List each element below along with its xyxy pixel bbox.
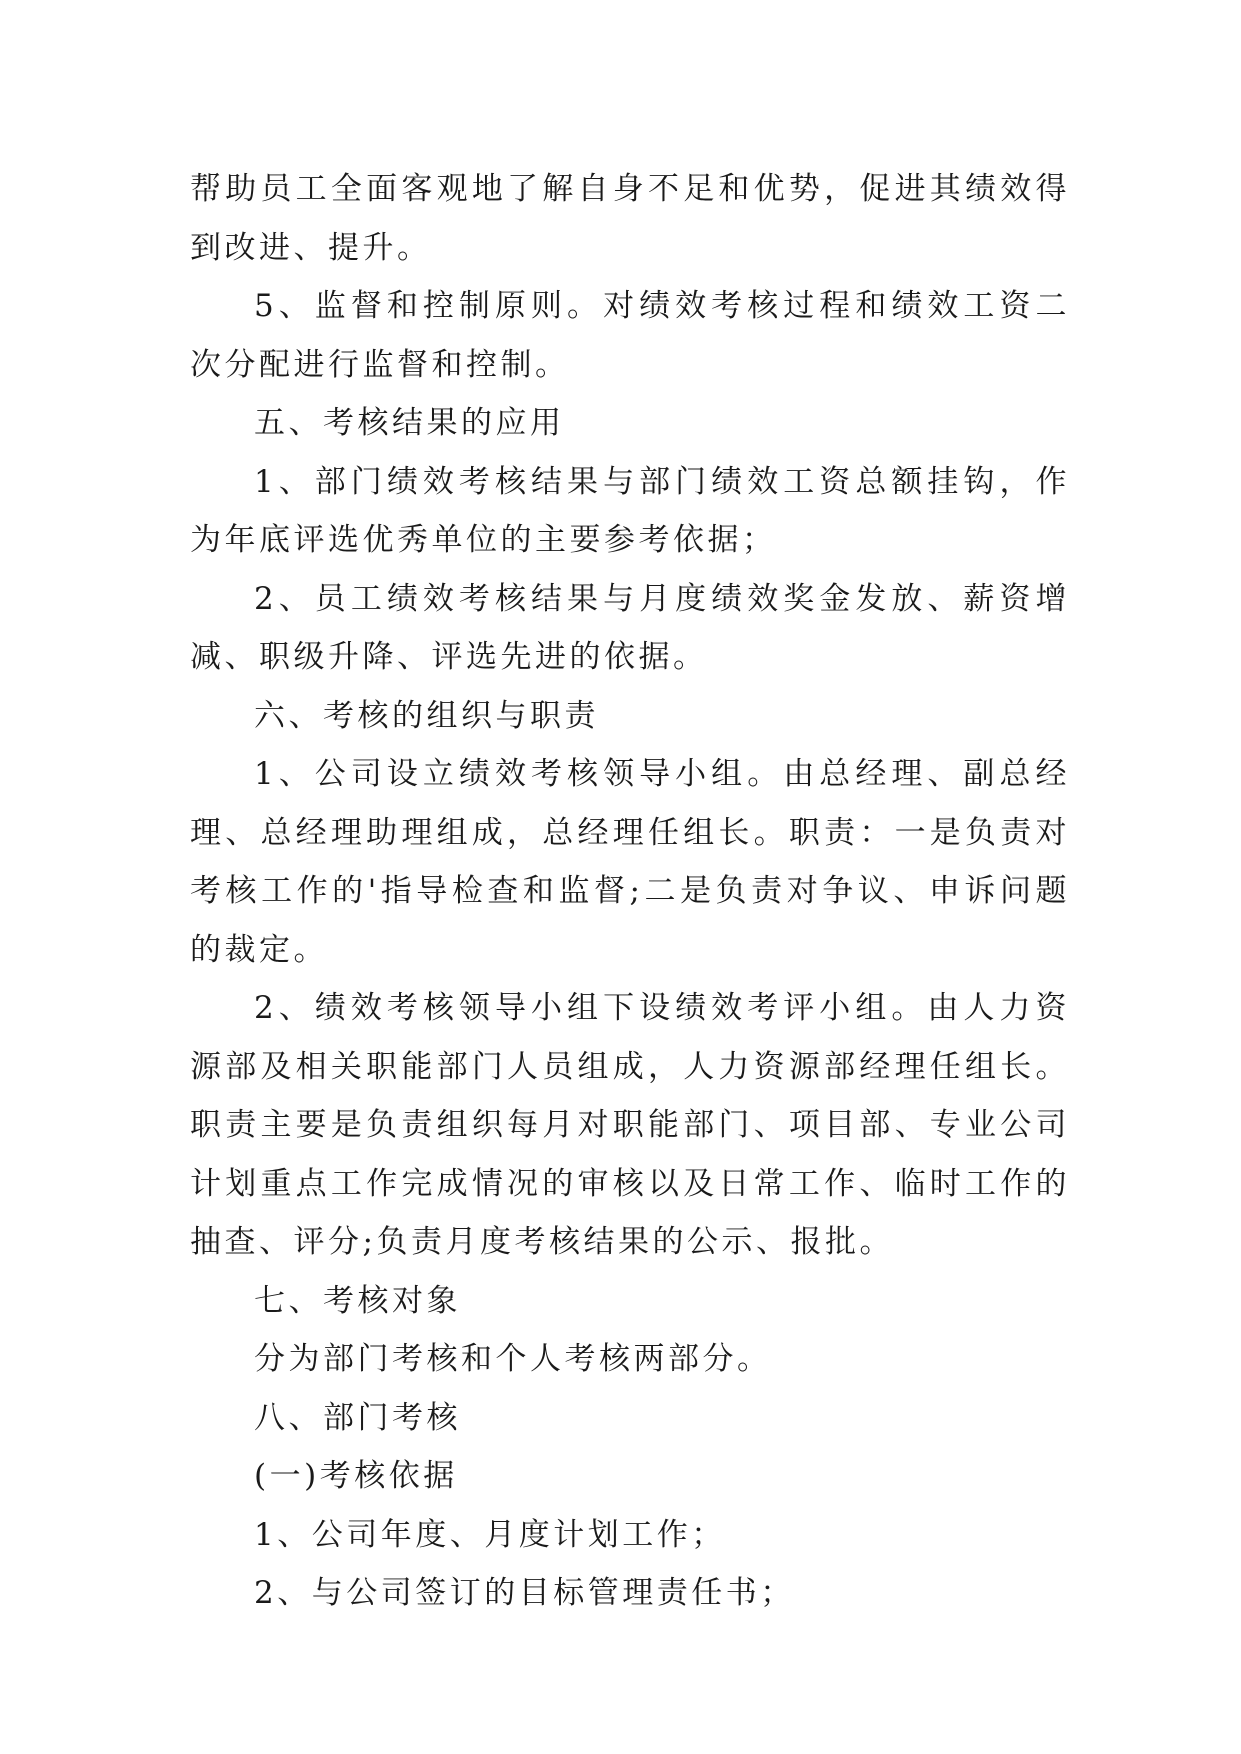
subsection-heading-1: (一)考核依据 bbox=[254, 1458, 458, 1494]
paragraph-target: 分为部门考核和个人考核两部分。 bbox=[254, 1341, 772, 1377]
paragraph-org-2: 2、绩效考核领导小组下设绩效考评小组。由人力资源部及相关职能部门人员组成，人力资源部经理任组长。职责主要是负责组织每月对职能部门、项目部、专业公司计划重点工作完成情况的审核以及日常工作、临时工作的抽查、评分;负责月度考核结果的公示、报批。 bbox=[190, 990, 1070, 1260]
section-heading-7: 七、考核对象 bbox=[254, 1282, 461, 1319]
paragraph-basis-2: 2、与公司签订的目标管理责任书； bbox=[254, 1575, 795, 1611]
paragraph-continuation: 帮助员工全面客观地了解自身不足和优势，促进其绩效得到改进、提升。 bbox=[190, 171, 1070, 266]
paragraph-result-1: 1、部门绩效考核结果与部门绩效工资总额挂钩，作为年底评选优秀单位的主要参考依据； bbox=[190, 463, 1070, 558]
paragraph-org-1: 1、公司设立绩效考核领导小组。由总经理、副总经理、总经理助理组成，总经理任组长。职责：一是负责对考核工作的'指导检查和监督;二是负责对争议、申诉问题的裁定。 bbox=[190, 756, 1070, 968]
document-body bbox=[190, 160, 1070, 1623]
paragraph-principle-5: 5、监督和控制原则。对绩效考核过程和绩效工资二次分配进行监督和控制。 bbox=[190, 288, 1070, 383]
paragraph-result-2: 2、员工绩效考核结果与月度绩效奖金发放、薪资增减、职级升降、评选先进的依据。 bbox=[190, 580, 1070, 675]
section-heading-8: 八、部门考核 bbox=[254, 1399, 461, 1436]
paragraph-basis-1: 1、公司年度、月度计划工作； bbox=[254, 1516, 726, 1553]
section-heading-5: 五、考核结果的应用 bbox=[254, 405, 565, 441]
section-heading-6: 六、考核的组织与职责 bbox=[254, 697, 599, 734]
